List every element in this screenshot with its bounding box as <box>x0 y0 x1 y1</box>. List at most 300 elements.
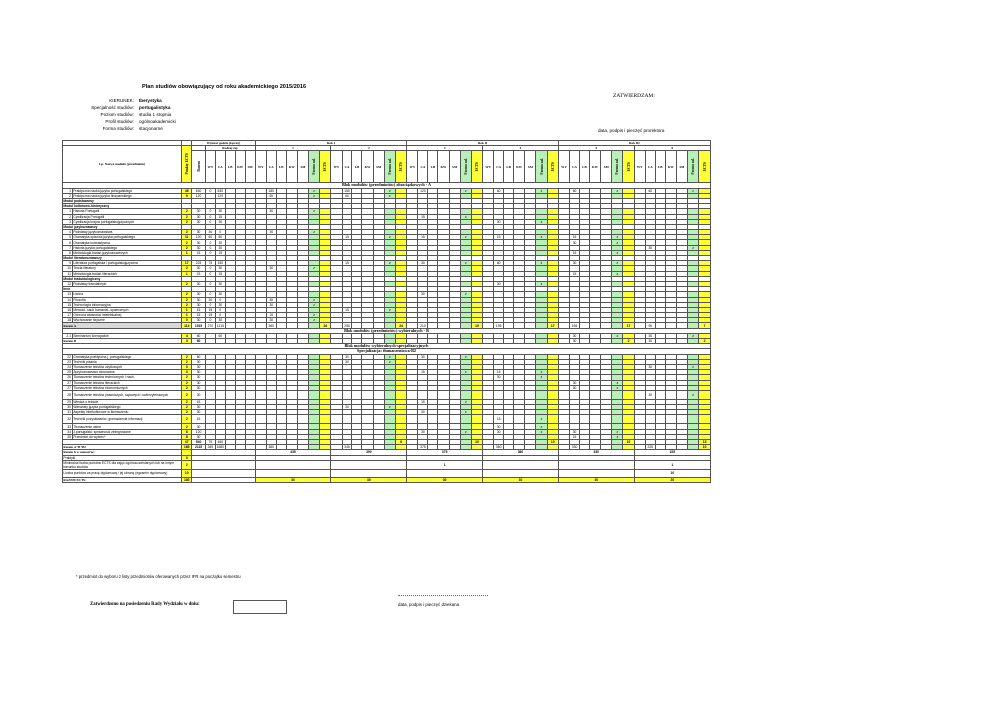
row-lp: 27 <box>63 385 73 390</box>
row-forma: z <box>612 235 623 240</box>
row-sem-ca: 15 <box>342 307 352 312</box>
dean-signature-label: data, podpis i pieczęć dziekana <box>398 602 460 607</box>
row-forma: z <box>612 333 623 338</box>
header-ects-sem <box>699 151 711 183</box>
header-semester: 6 <box>634 146 710 151</box>
table-row <box>63 415 711 424</box>
header-forma <box>688 151 699 183</box>
row-sem-lb <box>352 390 362 399</box>
header-forma-label: Forma zal. <box>539 158 544 175</box>
row-ects: 46 <box>182 188 192 193</box>
row-sem-ca: 30 <box>494 424 504 429</box>
row-sem-lb <box>504 390 514 399</box>
row-lb <box>225 390 235 399</box>
row-forma <box>612 415 623 424</box>
row-razem: 30 <box>192 380 206 385</box>
row-name: Metodol. nauk humanist.-społecznych <box>72 307 181 312</box>
row-sem-ca: 30 <box>645 390 655 399</box>
section-blok-b: Blok modułów (przedmiotów) wybieralnych - B <box>63 328 711 333</box>
row-ects: 2 <box>182 410 192 415</box>
meta-label: Forma studiów: <box>102 126 134 131</box>
row-sem-ca: 30 <box>645 339 655 344</box>
row-ects: 165 <box>182 445 192 450</box>
footnote: * przedmiot do wyboru z listy przedmiotów oferowanych przez IFR na początku semestru <box>76 574 241 579</box>
header-col: WY <box>483 151 494 183</box>
row-razem: 15 <box>192 271 206 276</box>
row-ca: 0 <box>215 230 225 235</box>
row-lp: 1 <box>63 209 73 214</box>
row-sem-ca: 360 <box>494 445 504 450</box>
header-col: WY <box>634 151 645 183</box>
row-sem-ca: 15 <box>570 434 580 439</box>
row-ca: 30 <box>215 318 225 323</box>
row-forma: z <box>460 261 471 266</box>
row-name: Literatura portugalska i portugalskojęzyczna <box>72 261 181 266</box>
row-sem-ects: 17 <box>547 323 558 328</box>
header-ects-sem-label: ECTS <box>626 161 631 172</box>
footer-sem <box>255 460 331 469</box>
row-sem-kw <box>286 390 297 399</box>
row-sem-ca <box>266 415 276 424</box>
header-col: KW <box>286 151 297 183</box>
row-razem: 15 <box>192 399 206 404</box>
row-sem-ca: 30 <box>266 266 276 271</box>
row-ects: 2 <box>182 375 192 380</box>
footer-label: Minimalna liczba punktów ECTS dla zajęć ogólnouczelnianych lub na innym kierunku studiów <box>63 460 182 469</box>
row-sem-wy <box>483 390 494 399</box>
row-razem: 540 <box>192 440 206 445</box>
row-sem-ects: 6 <box>395 440 406 445</box>
row-forma: z <box>384 261 395 266</box>
table-row <box>63 390 711 399</box>
row-forma <box>460 415 471 424</box>
row-sm <box>245 415 255 424</box>
header-semester: 1 <box>255 146 331 151</box>
sem-total: 390 <box>331 450 407 455</box>
header-rok-2: Rok II <box>407 141 559 146</box>
header-col: KW <box>362 151 373 183</box>
row-sem-ca: 165 <box>570 323 580 328</box>
row-razem: 630 <box>192 188 206 193</box>
header-col: SM <box>449 151 460 183</box>
row-name: Tłumaczenie tekstów ekonomicznych <box>72 385 181 390</box>
row-sem-wy <box>255 390 266 399</box>
header-col: KW <box>589 151 600 183</box>
header-forma <box>309 151 320 183</box>
row-sem-ects: 19 <box>471 323 482 328</box>
row-lp: 30 <box>63 405 73 410</box>
row-sem-lb <box>580 415 590 424</box>
row-sem-ca: 30 <box>266 318 276 323</box>
row-ca: 465 <box>215 440 225 445</box>
row-sem-ca: 30 <box>494 375 504 380</box>
row-sem-ects: 2 <box>699 339 711 344</box>
row-sem-ca: 15 <box>342 261 352 266</box>
row-ca: 150 <box>215 261 225 266</box>
row-sem-sm <box>297 415 308 424</box>
row-sem-wy <box>331 390 342 399</box>
footer-sem <box>407 469 483 477</box>
meta-value: portugalistyka <box>139 105 171 110</box>
row-sem-ca: 210 <box>418 323 428 328</box>
row-name: Tłumaczenie tekstów technicznych i nauk. <box>72 375 181 380</box>
row-sem-ca: 15 <box>494 370 504 375</box>
footer-sem: 10 <box>634 469 710 477</box>
row-wy: 0 <box>205 250 215 255</box>
row-ects: 1 <box>182 250 192 255</box>
row-sem-ects <box>699 390 711 399</box>
header-forma <box>460 151 471 183</box>
study-plan-table <box>62 140 711 483</box>
row-forma: z <box>612 385 623 390</box>
header-forma-label: Forma zal. <box>691 158 696 175</box>
row-lp: 29 <box>63 399 73 404</box>
row-sem-sm <box>601 390 612 399</box>
header-col: LB <box>428 151 438 183</box>
row-wy: 0 <box>205 302 215 307</box>
row-razem: 60 <box>192 339 206 344</box>
row-lp: 11 <box>63 271 73 276</box>
row-forma <box>309 415 320 424</box>
row-wy: 0 <box>205 271 215 276</box>
row-sem-ca <box>418 390 428 399</box>
row-lp: 5 <box>63 235 73 240</box>
row-wy <box>205 415 215 424</box>
row-razem: 30 <box>192 230 206 235</box>
row-sem-sm <box>601 415 612 424</box>
row-lp: 26 <box>63 375 73 380</box>
row-razem: 30 <box>192 434 206 439</box>
row-sem-ca: 30 <box>494 429 504 434</box>
row-ca: 30 <box>215 281 225 286</box>
row-lp: 1 <box>63 188 73 193</box>
row-sem-ca: 30 <box>266 297 276 302</box>
row-forma: z <box>612 429 623 434</box>
row-sem-ca: 15 <box>494 415 504 424</box>
row-razem: 30 <box>192 292 206 297</box>
row-forma <box>536 390 547 399</box>
blank-cell <box>192 477 255 482</box>
row-name: Wiedza o tekście <box>72 399 181 404</box>
row-razem: 1515 <box>192 323 206 328</box>
approval-label: Zatwierdzono na posiedzeniu Rady Wydziału w dniu: <box>90 602 200 607</box>
row-sem-kw <box>589 415 600 424</box>
row-sem-ca: 30 <box>342 405 352 410</box>
row-forma: z <box>309 313 320 318</box>
row-ects: 114 <box>182 323 192 328</box>
row-razem: 30 <box>192 318 206 323</box>
row-lp: 12 <box>63 281 73 286</box>
header-col: WY <box>205 151 215 183</box>
group-label: Inne <box>63 287 182 292</box>
header-col: WY <box>407 151 418 183</box>
row-razem: 15 <box>192 415 206 424</box>
row-sem-kw <box>514 415 525 424</box>
row-lp: 15 <box>63 302 73 307</box>
row-sem-ects <box>623 390 634 399</box>
approval-date-box[interactable] <box>233 600 287 614</box>
row-wy: 345 <box>205 445 215 450</box>
row-forma: z <box>536 375 547 380</box>
row-razem: 30 <box>192 370 206 375</box>
row-sem-ca: 180 <box>266 188 276 193</box>
row-sem-ca: 30 <box>570 339 580 344</box>
sem-total: 225 <box>634 450 710 455</box>
row-wy: 0 <box>205 245 215 250</box>
sem-total: 375 <box>407 450 483 455</box>
header-ects-sem-label: ECTS <box>702 161 707 172</box>
row-lp: 35 <box>63 434 73 439</box>
row-wy: 0 <box>205 214 215 219</box>
meta-row <box>90 111 176 118</box>
row-ects: 2 <box>182 399 192 404</box>
row-sem-ca: 30 <box>418 261 428 266</box>
header-ects-label: Punkty ECTS <box>184 153 189 175</box>
row-label: Razem A+B+B2 <box>63 445 182 450</box>
footer-sem <box>558 469 634 477</box>
row-lp: 25 <box>63 370 73 375</box>
row-sem-ca: 30 <box>342 354 352 359</box>
row-sem-ects <box>547 415 558 424</box>
row-ca: 15 <box>215 271 225 276</box>
row-lp: 2 <box>63 193 73 198</box>
summary-row <box>63 477 711 482</box>
study-meta <box>90 97 176 132</box>
row-forma: z <box>460 399 471 404</box>
row-ects: 3 <box>182 364 192 369</box>
row-sem-wy <box>483 415 494 424</box>
row-sem-ects: 24 <box>320 323 331 328</box>
row-sem-sm <box>373 390 384 399</box>
row-forma: z <box>309 193 320 198</box>
header-forma-label: Forma zal. <box>387 158 392 175</box>
row-razem: 30 <box>192 266 206 271</box>
row-sem-ca: 60 <box>494 188 504 193</box>
row-ects: 2 <box>182 359 192 364</box>
header-col: CA <box>494 151 504 183</box>
row-razem: 30 <box>192 219 206 224</box>
row-forma: z <box>536 188 547 193</box>
row-lp: 8 <box>63 250 73 255</box>
footer-sem <box>558 460 634 469</box>
blank-cell <box>192 469 255 477</box>
row-name: Techniki pisania <box>72 359 181 364</box>
row-sem-ca: 30 <box>570 261 580 266</box>
row-sem-kw <box>514 390 525 399</box>
row-sem-ca: 15 <box>418 370 428 375</box>
row-forma: z <box>536 235 547 240</box>
row-sem-ects <box>699 415 711 424</box>
meta-label: Specjalność studiów: <box>91 105 134 110</box>
row-sem-lb <box>428 390 438 399</box>
row-ca: 0 <box>215 313 225 318</box>
row-sem-ca: 30 <box>645 245 655 250</box>
header-col: WY <box>255 151 266 183</box>
row-forma: z <box>612 250 623 255</box>
header-col: LB <box>504 151 514 183</box>
row-forma: z <box>536 281 547 286</box>
row-razem: 30 <box>192 214 206 219</box>
row-sem-ects: 10 <box>699 445 711 450</box>
row-sem-kw <box>286 415 297 424</box>
header-razem <box>192 151 206 183</box>
row-forma: z <box>384 359 395 364</box>
footer-sem: 1 <box>634 460 710 469</box>
row-forma <box>384 390 395 399</box>
sem-ects-total: 30 <box>255 477 331 482</box>
sem-ects-total: 30 <box>634 477 710 482</box>
row-wy: 0 <box>205 292 215 297</box>
row-razem: 30 <box>192 424 206 429</box>
row-sem-ca: 30 <box>570 385 580 390</box>
row-wy: 30 <box>205 230 215 235</box>
row-lp: 24 <box>63 364 73 369</box>
row-ca: 630 <box>215 188 225 193</box>
row-sem-ca: 360 <box>266 323 276 328</box>
row-forma: z <box>536 415 547 424</box>
row-name: Wychowanie fizyczne <box>72 318 181 323</box>
row-name: Podstawy translatoryki <box>72 281 181 286</box>
row-sem-sm <box>297 390 308 399</box>
row-name: Metodologia badań językoznawczych <box>72 250 181 255</box>
row-wy: 75 <box>205 440 215 445</box>
header-col: CA <box>645 151 655 183</box>
row-forma: z <box>612 271 623 276</box>
row-sem-lb <box>352 415 362 424</box>
footer-ects: 2 <box>182 460 192 469</box>
row-ects: 1 <box>182 313 192 318</box>
row-ects: 6 <box>182 429 192 434</box>
row-lp: 18 <box>63 318 73 323</box>
header-col: KW <box>514 151 525 183</box>
row-sem-ca: 30 <box>570 333 580 338</box>
row-sem-ca: 30 <box>570 240 580 245</box>
header-wymiar: Wymiar godzin (łączny) <box>192 141 255 146</box>
header-col: WY <box>331 151 342 183</box>
row-ects: 2 <box>182 230 192 235</box>
row-name: Tłumaczenie tekstów literackich <box>72 380 181 385</box>
row-forma: z <box>612 188 623 193</box>
row-name: Gramatyka praktyczna j. portugalskiego <box>72 354 181 359</box>
row-sem-ca: 330 <box>570 445 580 450</box>
row-ca: 15 <box>215 250 225 255</box>
row-label: RAZEM ECTS: <box>63 477 182 482</box>
meta-label: Poziom studiów: <box>100 112 134 117</box>
row-ca: 15 <box>215 214 225 219</box>
header-col: SM <box>601 151 612 183</box>
header-col: SM <box>373 151 384 183</box>
header-col: CA <box>570 151 580 183</box>
header-semester: 4 <box>483 146 559 151</box>
row-razem: 30 <box>192 359 206 364</box>
footer-row <box>63 469 711 477</box>
row-lb <box>225 415 235 424</box>
header-ects <box>182 146 192 183</box>
row-sem-ca: 15 <box>266 313 276 318</box>
row-forma <box>460 390 471 399</box>
row-forma: z <box>688 245 699 250</box>
row-forma: z <box>688 390 699 399</box>
row-sem-ects: 15 <box>699 440 711 445</box>
row-lp: 23 <box>63 359 73 364</box>
row-name: Przedmiot do wyboru* <box>72 434 181 439</box>
header-col: SM <box>245 151 255 183</box>
row-razem: 30 <box>192 390 206 399</box>
row-name: Teoria literatury <box>72 266 181 271</box>
row-ects: 2 <box>182 219 192 224</box>
row-sem-ca: 30 <box>418 429 428 434</box>
row-razem: 225 <box>192 261 206 266</box>
row-sem-ects <box>623 415 634 424</box>
footer-sem <box>331 460 407 469</box>
row-forma: z <box>460 214 471 219</box>
footer-sem <box>483 460 559 469</box>
row-sem-ects <box>471 415 482 424</box>
row-name: Warsztaty języka portugalskiego <box>72 405 181 410</box>
row-label: Razem B <box>63 339 182 344</box>
row-razem: 15 <box>192 307 206 312</box>
row-sem-lb <box>504 415 514 424</box>
row-forma: z <box>460 292 471 297</box>
row-sem-ca: 15 <box>342 235 352 240</box>
meta-row <box>90 125 176 132</box>
row-sem-ects <box>547 390 558 399</box>
row-name: Cywilizacja krajów portugalskojęzycznych <box>72 219 181 224</box>
row-sem-ca: 30 <box>494 219 504 224</box>
row-razem: 60 <box>192 333 206 338</box>
footer-sem <box>331 469 407 477</box>
blank-cell <box>192 460 255 469</box>
header-ects-sem <box>320 151 331 183</box>
row-sem-ca: 225 <box>645 445 655 450</box>
meta-row <box>90 97 176 104</box>
row-sem-ca: 30 <box>342 359 352 364</box>
row-sem-ca: 30 <box>266 209 276 214</box>
row-forma: z <box>460 429 471 434</box>
row-lp: 7 <box>63 245 73 250</box>
header-ects-sem <box>623 151 634 183</box>
row-forma: z <box>460 354 471 359</box>
row-ects: 2 <box>182 266 192 271</box>
row-label: Razem A <box>63 323 182 328</box>
row-kw <box>235 390 245 399</box>
row-lp: 9 <box>63 261 73 266</box>
row-razem: 30 <box>192 297 206 302</box>
row-forma: z <box>384 405 395 410</box>
row-ects: 2 <box>182 297 192 302</box>
meta-value: stacjonarne <box>139 126 163 131</box>
row-ca: 0 <box>215 307 225 312</box>
row-sem-ca: 15 <box>418 214 428 219</box>
row-sem-kw <box>438 390 449 399</box>
row-sem-ca <box>570 390 580 399</box>
meta-label: Profil studiów: <box>105 119 134 124</box>
row-name: Łacina <box>72 292 181 297</box>
row-sem-ca: 360 <box>266 445 276 450</box>
row-name: Historia Portugalii <box>72 209 181 214</box>
row-sem-wy <box>255 415 266 424</box>
section-spec: Specjalizacja: tłumaczeniowa-B2 <box>63 349 711 354</box>
header-col: LB <box>276 151 286 183</box>
row-lp: 34 <box>63 429 73 434</box>
row-razem: 30 <box>192 240 206 245</box>
row-sem-ects: 10 <box>623 440 634 445</box>
row-sem-ca <box>266 390 276 399</box>
row-name: Seminarium licencjackie <box>72 333 181 338</box>
footer-sem: 1 <box>407 460 483 469</box>
row-ca: 0 <box>215 297 225 302</box>
header-col: CA <box>215 151 225 183</box>
